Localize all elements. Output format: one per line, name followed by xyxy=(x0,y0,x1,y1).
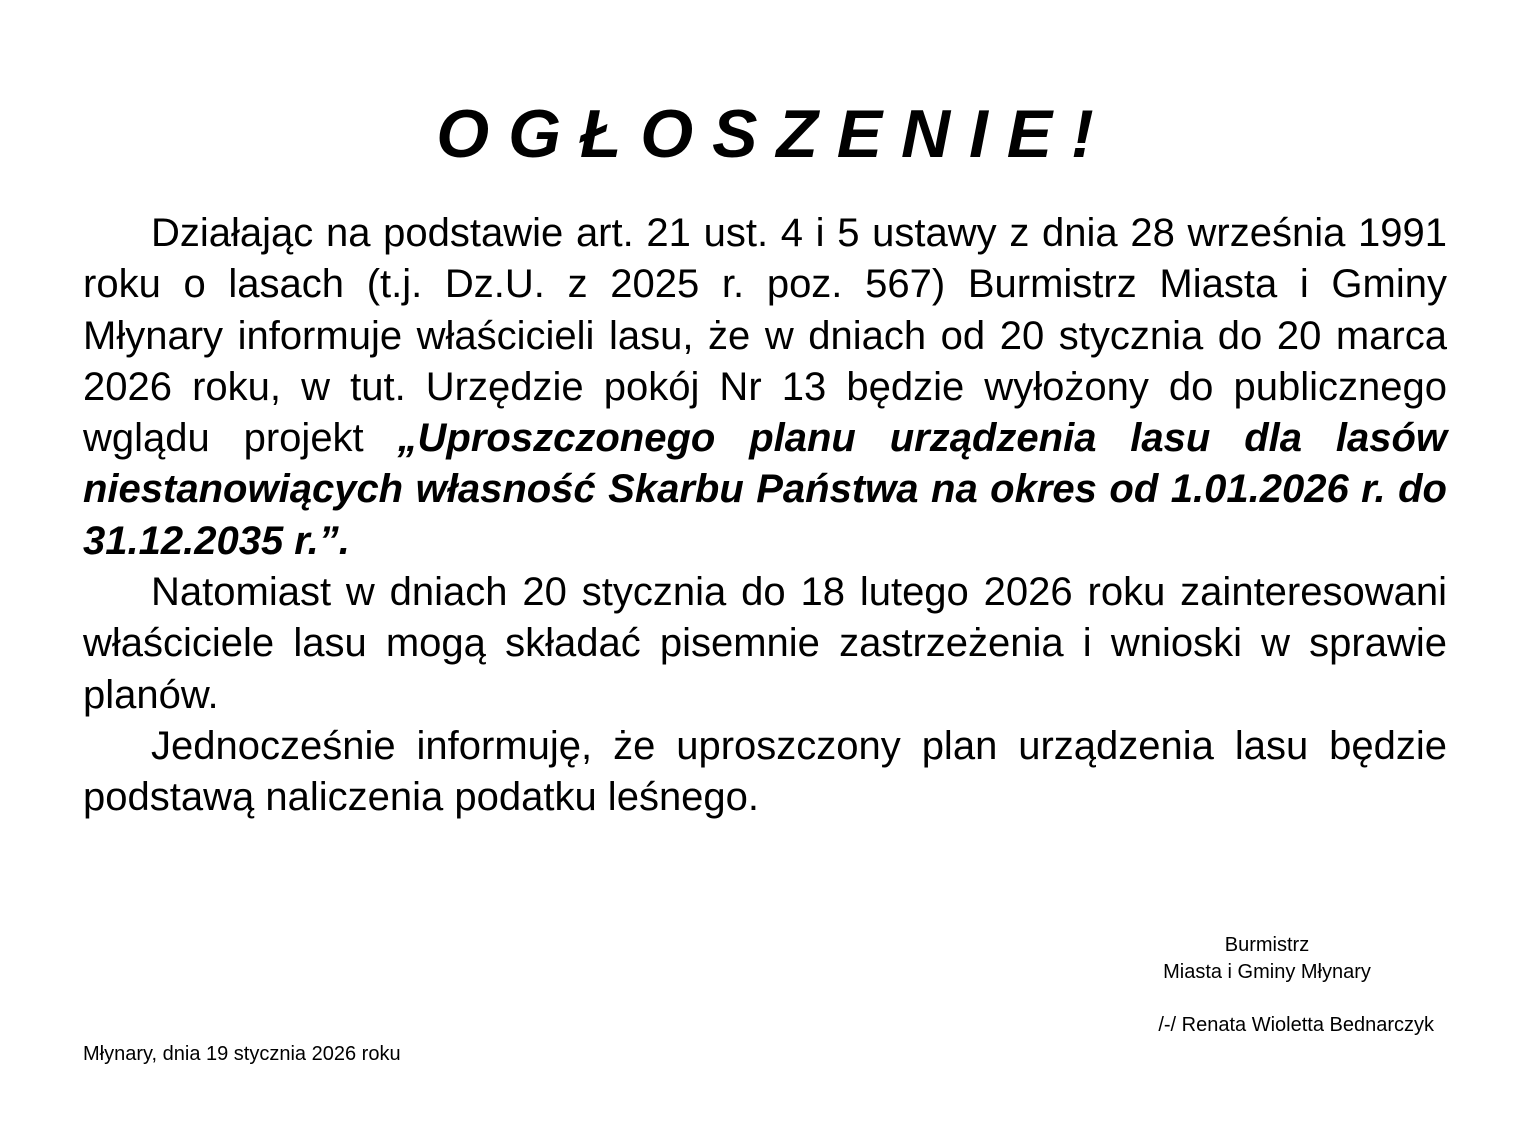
signature-name: /-/ Renata Wioletta Bednarczyk xyxy=(1158,1014,1434,1036)
paragraph-legal-basis xyxy=(83,208,1447,567)
announcement-body xyxy=(83,208,1447,824)
paragraph-tax-basis: Jednocześnie informuję, że uproszczony plan urządzenia lasu będzie podstawą naliczenia podatku leśnego. xyxy=(83,723,1447,820)
announcement-title: O G Ł O S Z E N I E ! xyxy=(436,96,1094,172)
paragraph-legal-basis-text: Działając na podstawie art. 21 ust. 4 i 5 ustawy z dnia 28 września 1991 roku o lasach (t.j. Dz.U. z 2025 r. poz. 567) Burmistrz Miasta i Gminy Młynary informuje właścicieli lasu, że w dniach od 20 stycznia do 20 marca 2026 roku, w tut. Urzędzie pokój Nr 13 będzie wyłożony do publicznego wglądu projekt xyxy=(83,211,1447,461)
place-and-date: Młynary, dnia 19 stycznia 2026 roku xyxy=(83,1043,401,1065)
signature-block xyxy=(1100,932,1434,986)
signature-office: Miasta i Gminy Młynary xyxy=(1163,961,1371,983)
signature-role: Burmistrz xyxy=(1224,934,1310,956)
plan-title-emphasis: „Uproszczonego planu urządzenia lasu dla lasów niestanowiących własność Skarbu Państwa na okres od 1.01.2026 r. do 31.12.2035 r.”. xyxy=(83,416,1447,563)
paragraph-objections: Natomiast w dniach 20 stycznia do 18 lutego 2026 roku zainteresowani właściciele lasu mogą składać pisemnie zastrzeżenia i wnioski w sprawie planów. xyxy=(83,570,1447,717)
